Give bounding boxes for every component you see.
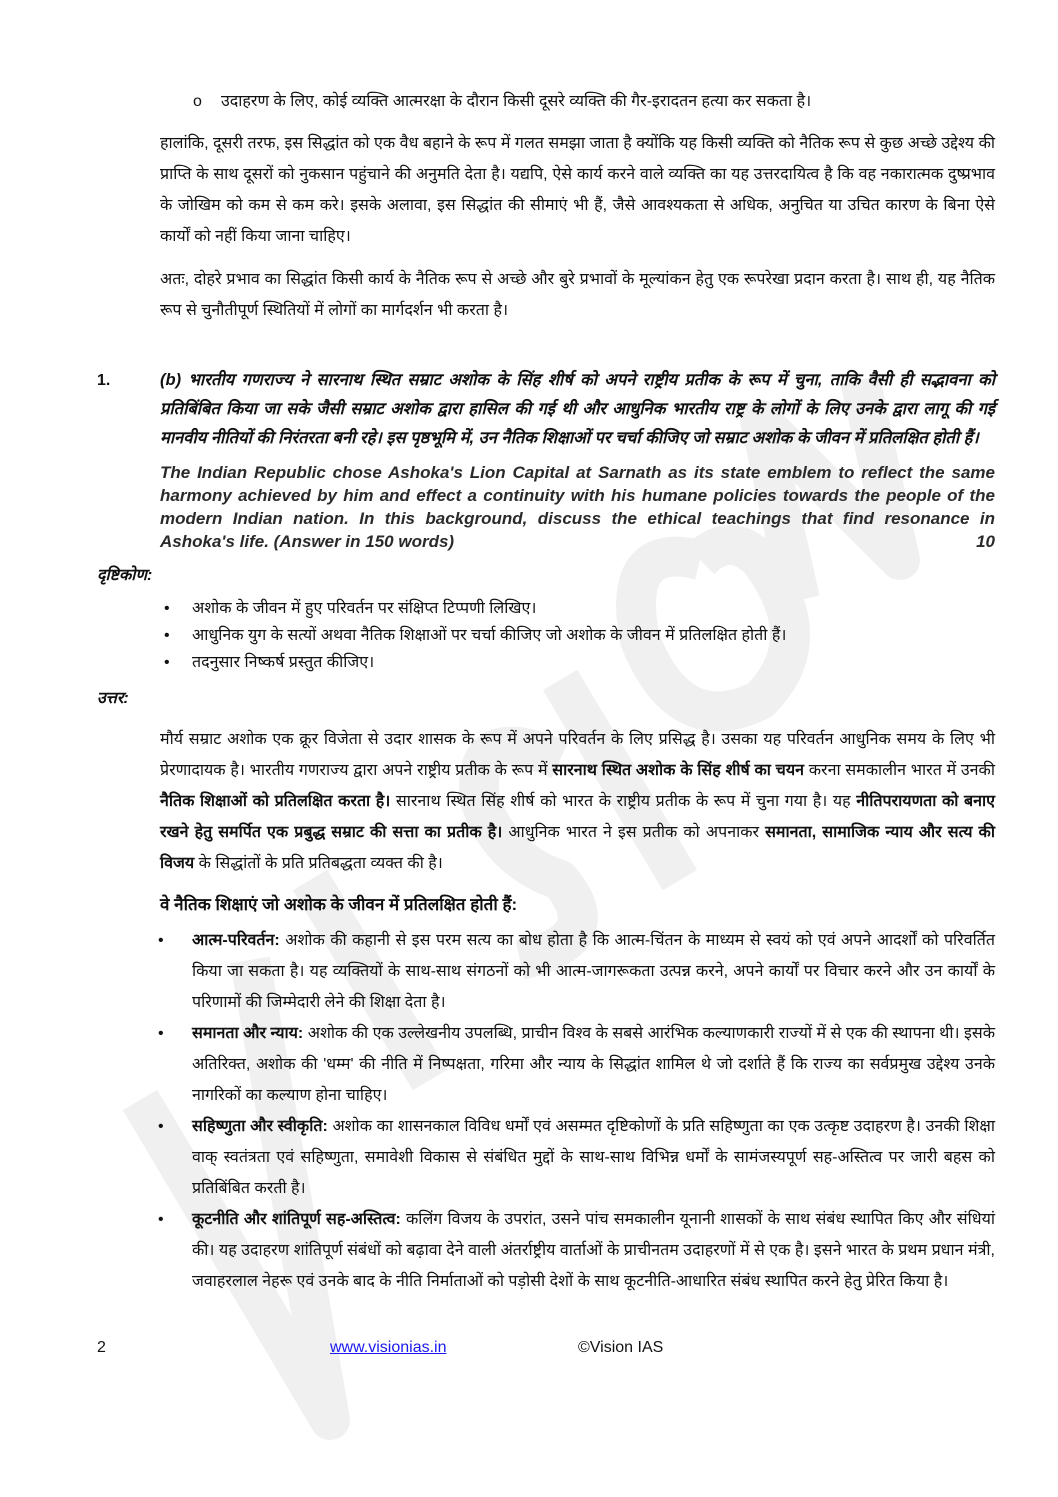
point-title: सहिष्णुता और स्वीकृति:	[192, 1118, 328, 1135]
text: सारनाथ स्थित सिंह शीर्ष को भारत के राष्ट्रीय प्रतीक के रूप में चुना गया है। यह	[390, 793, 857, 810]
point-text: अशोक की एक उल्लेखनीय उपलब्धि, प्राचीन विश्व के सबसे आरंभिक कल्याणकारी राज्यों में से एक की स्थापना थी। इसके अतिरिक्त, अशोक की 'धम्म' की नीति में निष्पक्षता, गरिमा और न्याय के सिद्धांत शामिल थे जो दर्शाते हैं कि राज्य का सर्वप्रमुख उद्देश्य उनके नागरिकों का कल्याण होना चाहिए।	[192, 1025, 996, 1104]
question	[97, 366, 995, 553]
bold-text: समानता, सामाजिक न्याय और सत्य की विजय	[160, 824, 995, 872]
page-number: 2	[97, 1339, 106, 1356]
question-english-text: The Indian Republic chose Ashoka's Lion Capital at Sarnath as its state emblem to reflect the same harmony achieved by him and effect a continuity with his humane policies towards the people of the modern Indian nation. In this background, discuss the ethical teachings that find resonance in Ashoka's life. (Answer in 150 words)	[160, 463, 995, 551]
list-item	[192, 1111, 995, 1204]
footer	[97, 1337, 995, 1359]
point-text: अशोक की कहानी से इस परम सत्य का बोध होता है कि आत्म-चिंतन के माध्यम से स्वयं को एवं अपने आदर्शों को परिवर्तित किया जा सकता है। यह व्यक्तियों के साथ-साथ संगठनों को भी आत्म-जागरूकता उत्पन्न करने, अपने कार्यों पर विचार करने और उन कार्यों के परिणामों की जिम्मेदारी लेने की शिक्षा देता है।	[192, 932, 995, 1011]
point-title: कूटनीति और शांतिपूर्ण सह-अस्तित्व:	[192, 1211, 401, 1228]
list-item: • तदनुसार निष्कर्ष प्रस्तुत कीजिए।	[160, 649, 995, 676]
text: करना समकालीन भारत में उनकी	[803, 762, 995, 779]
list-item	[192, 1204, 995, 1297]
text: मौर्य सम्राट अशोक एक क्रूर विजेता से उदार शासक के रूप में अपने परिवर्तन के लिए प्रसिद्ध है। उसका यह परिवर्तन आधुनिक समय के लिए भी प्रेरणादायक है। भारतीय गणराज्य द्वारा अपने राष्ट्रीय प्रतीक के रूप में	[160, 731, 995, 779]
copyright: ©Vision IAS	[578, 1339, 664, 1356]
point-title: आत्म-परिवर्तन:	[192, 932, 280, 949]
point-text: कलिंग विजय के उपरांत, उसने पांच समकालीन यूनानी शासकों के साथ संबंध स्थापित किए और संधियां की। यह उदाहरण शांतिपूर्ण संबंधों को बढ़ावा देने वाली अंतर्राष्ट्रीय वार्ताओं के प्राचीनतम उदाहरणों में से एक है। इसने भारत के प्रथम प्रधान मंत्री, जवाहरलाल नेहरू एवं उनके बाद के नीति निर्माताओं को पड़ोसी देशों के साथ कूटनीति-आधारित संबंध स्थापित करने हेतु प्रेरित किया है।	[192, 1211, 995, 1290]
teachings-list	[192, 925, 995, 1297]
circle-bullet-icon: o	[193, 93, 202, 110]
bold-text: नैतिक शिक्षाओं को प्रतिलक्षित करता है।	[160, 793, 391, 810]
point-title: समानता और न्याय:	[192, 1025, 304, 1042]
approach-list	[160, 595, 995, 676]
text: के सिद्धांतों के प्रति प्रतिबद्धता व्यक्त की है।	[194, 855, 443, 872]
list-item	[192, 925, 995, 1018]
text: आधुनिक भारत ने इस प्रतीक को अपनाकर	[502, 824, 766, 841]
question-english	[160, 461, 995, 553]
question-hindi: (b) भारतीय गणराज्य ने सारनाथ स्थित सम्राट अशोक के सिंह शीर्ष को अपने राष्ट्रीय प्रतीक के रूप में चुना, ताकि वैसी ही सद्भावना को प्रतिबिंबित किया जा सके जैसी सम्राट अशोक द्वारा हासिल की गई थी और आधुनिक भारतीय राष्ट्र के लोगों के लिए उनके द्वारा लागू की गई मानवीय नीतियों की निरंतरता बनी रहे। इस पृष्ठभूमि में, उन नैतिक शिक्षाओं पर चर्चा कीजिए जो सम्राट अशोक के जीवन में प्रतिलक्षित होती हैं।	[160, 371, 995, 447]
list-item	[192, 1018, 995, 1111]
answer-heading: उत्तर:	[97, 690, 129, 707]
paragraph: हालांकि, दूसरी तरफ, इस सिद्धांत को एक वैध बहाने के रूप में गलत समझा जाता है क्योंकि यह किसी व्यक्ति को नैतिक रूप से कुछ अच्छे उद्देश्य की प्राप्ति के साथ दूसरों को नुकसान पहुंचाने की अनुमति देता है। यद्यपि, ऐसे कार्य करने वाले व्यक्ति का यह उत्तरदायित्व है कि वह नकारात्मक दुष्प्रभाव के जोखिम को कम से कम करे। इसके अलावा, इस सिद्धांत की सीमाएं भी हैं, जैसे आवश्यकता से अधिक, अनुचित या उचित कारण के बिना ऐसे कार्यों को नहीं किया जाना चाहिए।	[160, 135, 995, 245]
point-text: अशोक का शासनकाल विविध धर्मों एवं असम्मत दृष्टिकोणों के प्रति सहिष्णुता का एक उत्कृष्ट उदाहरण है। उनकी शिक्षा वाक् स्वतंत्रता एवं सहिष्णुता, समावेशी विकास से संबंधित मुद्दों के साथ-साथ विभिन्न धर्मों के सामंजस्यपूर्ण सह-अस्तित्व पर जारी बहस को प्रतिबिंबित करती है।	[192, 1118, 995, 1197]
sub-bullet-text: उदाहरण के लिए, कोई व्यक्ति आत्मरक्षा के दौरान किसी दूसरे व्यक्ति की गैर-इरादतन हत्या कर सकता है।	[221, 93, 812, 110]
bold-text: सारनाथ स्थित अशोक के सिंह शीर्ष का चयन	[552, 762, 804, 779]
question-marks: 10	[976, 532, 995, 551]
question-number: 1.	[97, 372, 111, 389]
paragraph: अतः, दोहरे प्रभाव का सिद्धांत किसी कार्य के नैतिक रूप से अच्छे और बुरे प्रभावों के मूल्यांकन हेतु एक रूपरेखा प्रदान करता है। साथ ही, यह नैतिक रूप से चुनौतीपूर्ण स्थितियों में लोगों का मार्गदर्शन भी करता है।	[160, 271, 995, 319]
bold-text: नीतिपरायणता को बनाए रखने हेतु समर्पित एक प्रबुद्ध सम्राट की सत्ता का प्रतीक है।	[160, 793, 995, 841]
approach-heading: दृष्टिकोण:	[97, 567, 153, 584]
website-link[interactable]: www.visionias.in	[330, 1339, 447, 1356]
section-heading: वे नैतिक शिक्षाएं जो अशोक के जीवन में प्रतिलक्षित होती हैं:	[160, 895, 518, 914]
list-item: • आधुनिक युग के सत्यों अथवा नैतिक शिक्षाओं पर चर्चा कीजिए जो अशोक के जीवन में प्रतिलक्षित होती हैं।	[160, 622, 995, 649]
sub-bullet	[193, 88, 995, 116]
list-item: • अशोक के जीवन में हुए परिवर्तन पर संक्षिप्त टिप्पणी लिखिए।	[160, 595, 995, 622]
answer-intro	[160, 724, 995, 879]
